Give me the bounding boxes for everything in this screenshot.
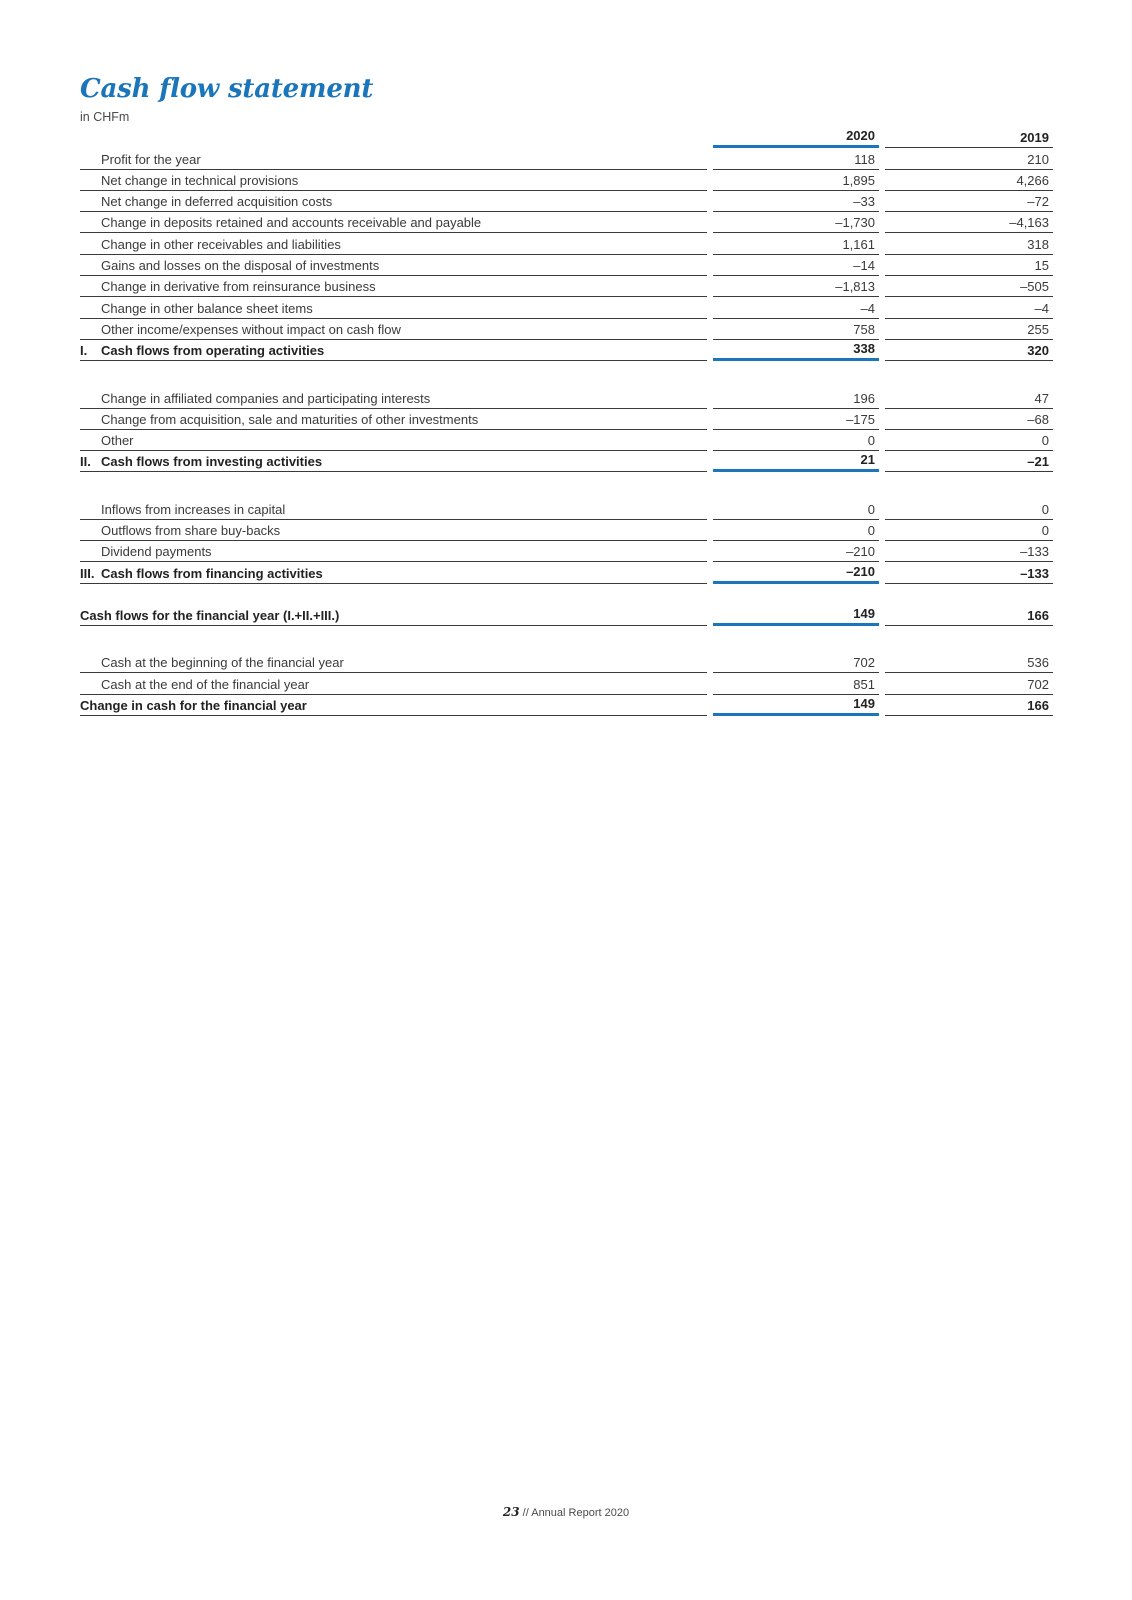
row-label: Dividend payments xyxy=(80,541,707,562)
section-numeral: II. xyxy=(80,454,91,470)
value-2020: –4 xyxy=(713,297,879,318)
value-2020: 851 xyxy=(713,673,879,694)
value-2020: 338 xyxy=(713,340,879,361)
table-row xyxy=(80,276,1053,297)
value-2020: 0 xyxy=(713,498,879,519)
table-header xyxy=(80,127,1053,148)
cash-flow-table xyxy=(80,127,1053,716)
row-label: Change in deposits retained and accounts receivable and payable xyxy=(80,212,707,233)
value-2020: –1,730 xyxy=(713,212,879,233)
row-label: Change in derivative from reinsurance business xyxy=(80,276,707,297)
value-2019: 166 xyxy=(885,695,1053,716)
footer-text: // Annual Report 2020 xyxy=(519,1507,630,1519)
table-row xyxy=(80,520,1053,541)
page-title: Cash flow statement xyxy=(80,74,374,104)
value-2019: 318 xyxy=(885,233,1053,254)
value-2019: –4 xyxy=(885,297,1053,318)
value-2020: –210 xyxy=(713,541,879,562)
total-label-cell xyxy=(80,695,707,716)
row-label: Change in affiliated companies and participating interests xyxy=(80,387,707,408)
total-label-cell xyxy=(80,340,707,361)
row-label: Gains and losses on the disposal of investments xyxy=(80,255,707,276)
value-2020: –14 xyxy=(713,255,879,276)
spacer xyxy=(80,361,1053,387)
value-2019: 4,266 xyxy=(885,170,1053,191)
value-2019: 0 xyxy=(885,498,1053,519)
row-label: Cash flows from investing activities xyxy=(101,454,323,470)
value-2020: 1,161 xyxy=(713,233,879,254)
row-label: Cash flows from financing activities xyxy=(101,565,323,581)
unit-note: in CHFm xyxy=(80,110,130,124)
value-2019: –72 xyxy=(885,191,1053,212)
value-2020: –1,813 xyxy=(713,276,879,297)
row-label: Other income/expenses without impact on cash flow xyxy=(80,319,707,340)
table-row xyxy=(80,498,1053,519)
row-label: Inflows from increases in capital xyxy=(80,498,707,519)
row-label: Change in cash for the financial year xyxy=(80,697,307,713)
financial-year-total-row xyxy=(80,605,1053,626)
row-label: Outflows from share buy-backs xyxy=(80,520,707,541)
table-row xyxy=(80,541,1053,562)
value-2020: 149 xyxy=(713,605,879,626)
value-2020: 149 xyxy=(713,695,879,716)
row-label: Change from acquisition, sale and maturities of other investments xyxy=(80,409,707,430)
table-row xyxy=(80,233,1053,254)
value-2019: –133 xyxy=(885,562,1053,583)
table-row xyxy=(80,297,1053,318)
value-2019: –21 xyxy=(885,451,1053,472)
row-label: Change in other balance sheet items xyxy=(80,297,707,318)
value-2020: 0 xyxy=(713,520,879,541)
value-2019: 0 xyxy=(885,430,1053,451)
total-label-cell xyxy=(80,451,707,472)
value-2019: –4,163 xyxy=(885,212,1053,233)
table-row xyxy=(80,212,1053,233)
row-label: Profit for the year xyxy=(80,148,707,169)
value-2019: 47 xyxy=(885,387,1053,408)
investing-section xyxy=(80,387,1053,472)
financing-section xyxy=(80,498,1053,583)
spacer xyxy=(80,626,1053,652)
row-label: Cash flows from operating activities xyxy=(101,343,325,359)
value-2020: 758 xyxy=(713,319,879,340)
value-2020: 21 xyxy=(713,451,879,472)
table-row xyxy=(80,319,1053,340)
table-row xyxy=(80,430,1053,451)
table-row xyxy=(80,148,1053,169)
value-2020: 118 xyxy=(713,148,879,169)
value-2019: 166 xyxy=(885,605,1053,626)
value-2019: 320 xyxy=(885,340,1053,361)
total-label-cell xyxy=(80,562,707,583)
row-label: Other xyxy=(80,430,707,451)
row-label: Cash at the end of the financial year xyxy=(80,673,707,694)
spacer xyxy=(80,584,1053,605)
value-2020: –175 xyxy=(713,409,879,430)
row-label: Net change in technical provisions xyxy=(80,170,707,191)
table-row xyxy=(80,652,1053,673)
value-2019: 702 xyxy=(885,673,1053,694)
value-2019: 15 xyxy=(885,255,1053,276)
section-total-row xyxy=(80,562,1053,583)
value-2019: 0 xyxy=(885,520,1053,541)
header-spacer xyxy=(80,127,707,148)
section-total-row xyxy=(80,451,1053,472)
value-2020: 1,895 xyxy=(713,170,879,191)
row-label: Cash at the beginning of the financial year xyxy=(80,652,707,673)
page-footer xyxy=(0,1505,1132,1519)
table-row xyxy=(80,255,1053,276)
header-2020: 2020 xyxy=(713,127,879,148)
value-2020: –33 xyxy=(713,191,879,212)
header-2019: 2019 xyxy=(885,127,1053,148)
section-numeral: I. xyxy=(80,343,88,359)
row-label: Cash flows for the financial year (I.+II.+III.) xyxy=(80,605,707,626)
value-2019: 536 xyxy=(885,652,1053,673)
section-numeral: III. xyxy=(80,565,95,581)
cash-section xyxy=(80,652,1053,716)
table-row xyxy=(80,191,1053,212)
value-2020: 0 xyxy=(713,430,879,451)
value-2020: 196 xyxy=(713,387,879,408)
operating-section xyxy=(80,148,1053,361)
row-label: Change in other receivables and liabilities xyxy=(80,233,707,254)
table-row xyxy=(80,387,1053,408)
value-2019: 255 xyxy=(885,319,1053,340)
value-2020: –210 xyxy=(713,562,879,583)
table-row xyxy=(80,409,1053,430)
table-row xyxy=(80,673,1053,694)
value-2019: 210 xyxy=(885,148,1053,169)
value-2019: –505 xyxy=(885,276,1053,297)
page-number: 23 xyxy=(502,1505,520,1519)
section-total-row xyxy=(80,340,1053,361)
value-2019: –68 xyxy=(885,409,1053,430)
value-2020: 702 xyxy=(713,652,879,673)
value-2019: –133 xyxy=(885,541,1053,562)
section-total-row xyxy=(80,695,1053,716)
table-row xyxy=(80,170,1053,191)
row-label: Net change in deferred acquisition costs xyxy=(80,191,707,212)
spacer xyxy=(80,472,1053,498)
